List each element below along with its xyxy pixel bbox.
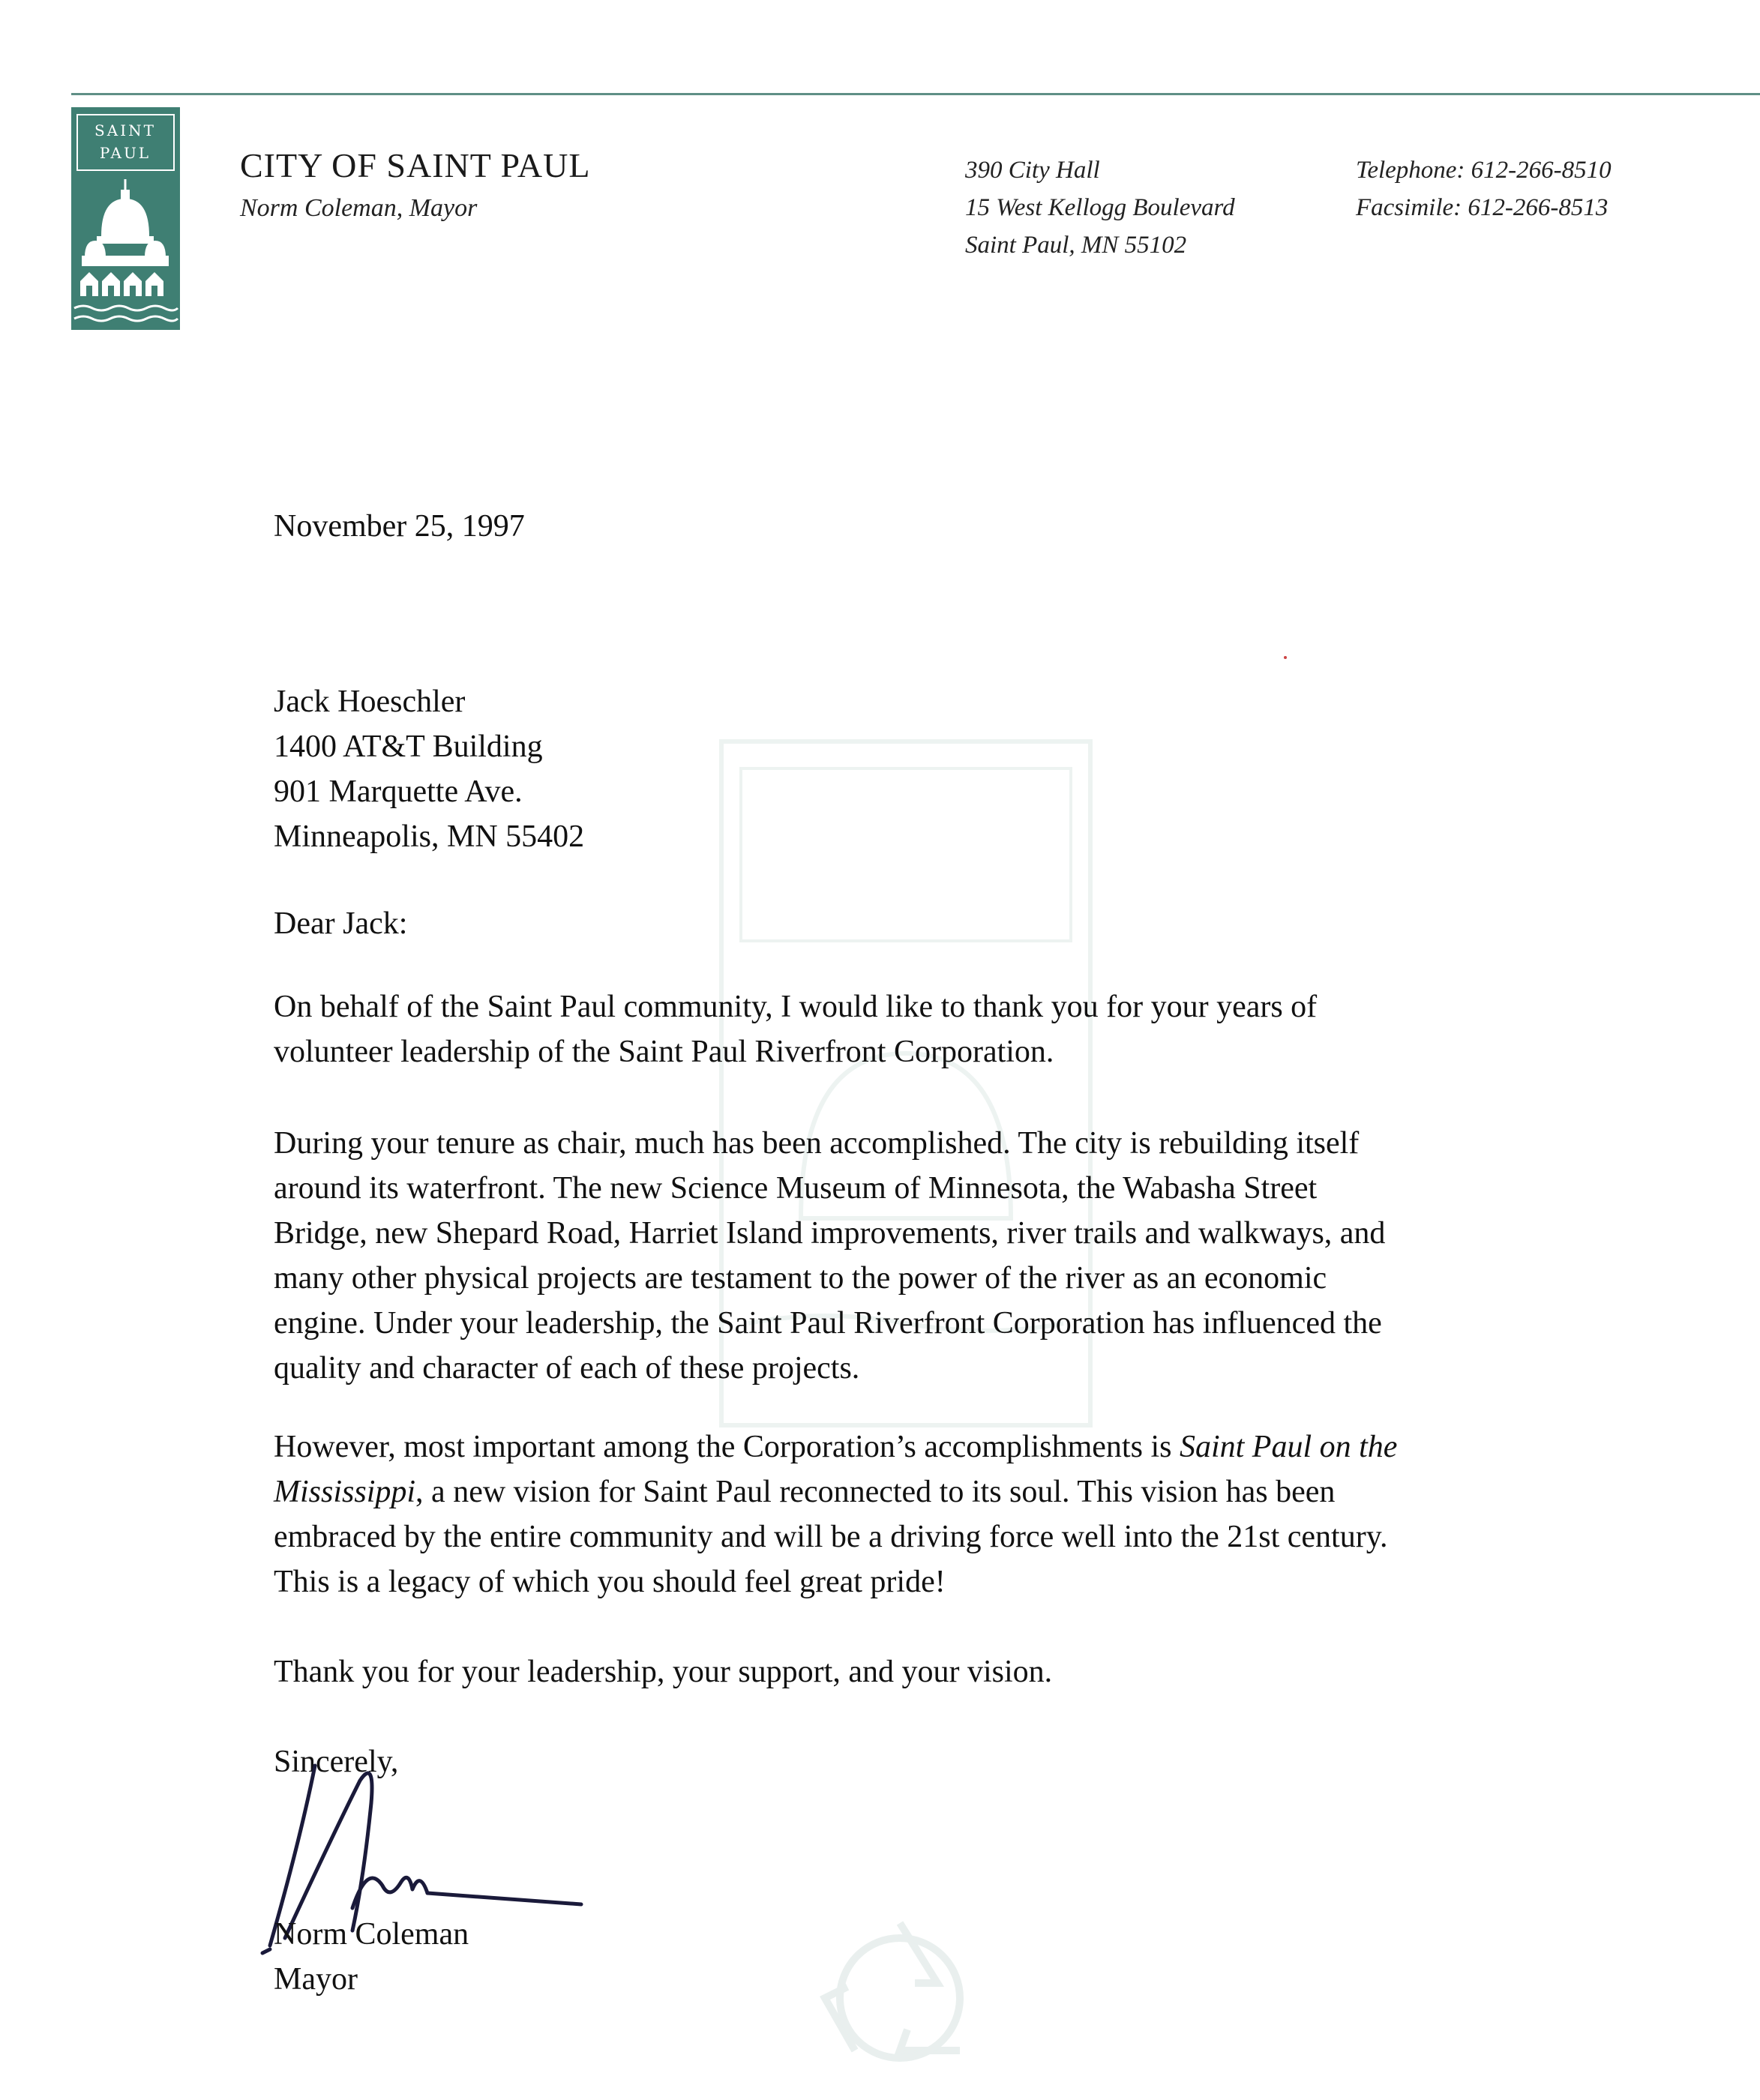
italic-title: Mississippi <box>274 1475 416 1509</box>
address-line: 390 City Hall <box>965 157 1100 184</box>
recycle-icon <box>810 1901 990 2081</box>
valediction: Sincerely, <box>274 1745 399 1779</box>
paragraph-line: Bridge, new Shepard Road, Harriet Island improvements, river trails and walkways, and <box>274 1216 1386 1251</box>
saint-paul-logo <box>71 107 180 330</box>
paragraph-line <box>274 1469 1684 1514</box>
letterhead-rule <box>71 93 1760 95</box>
italic-title: Saint Paul on the <box>1179 1430 1398 1464</box>
paragraph-1 <box>274 984 1684 1074</box>
paragraph-2 <box>274 1121 1684 1391</box>
letter-date: November 25, 1997 <box>274 509 525 544</box>
mayor-line: Norm Coleman, Mayor <box>240 193 478 222</box>
paragraph-line: On behalf of the Saint Paul community, I would like to thank you for your years of <box>274 990 1318 1024</box>
paragraph-line: This is a legacy of which you should feel great pride! <box>274 1565 946 1599</box>
telephone: Telephone: 612-266-8510 <box>1356 157 1612 184</box>
recipient-line: 901 Marquette Ave. <box>274 774 523 809</box>
paragraph-text: However, most important among the Corporation’s accomplishments is <box>274 1430 1180 1464</box>
address-line: Saint Paul, MN 55102 <box>965 232 1187 259</box>
paragraph-text: , a new vision for Saint Paul reconnected to its soul. This vision has been <box>415 1475 1336 1509</box>
paragraph-3 <box>274 1424 1684 1604</box>
signer-name: Norm Coleman <box>274 1917 469 1952</box>
recipient-line: Jack Hoeschler <box>274 685 466 719</box>
logo-text-saint: SAINT <box>94 121 156 139</box>
recipient-line: Minneapolis, MN 55402 <box>274 819 585 854</box>
paragraph-line <box>274 1424 1684 1469</box>
paragraph-line: quality and character of each of these projects. <box>274 1351 860 1386</box>
recipient-line: 1400 AT&T Building <box>274 729 543 764</box>
signer-title: Mayor <box>274 1962 358 1997</box>
paragraph-line: volunteer leadership of the Saint Paul Riverfront Corporation. <box>274 1035 1054 1069</box>
paragraph-line: around its waterfront. The new Science Museum of Minnesota, the Wabasha Street <box>274 1171 1318 1206</box>
salutation: Dear Jack: <box>274 906 408 941</box>
letterhead-contact <box>1356 151 1612 226</box>
facsimile: Facsimile: 612-266-8513 <box>1356 194 1609 221</box>
organization-name: CITY OF SAINT PAUL <box>240 146 591 184</box>
letterhead-organization <box>240 147 590 223</box>
letterhead-address <box>965 151 1235 264</box>
paragraph-line: many other physical projects are testament to the power of the river as an economic <box>274 1261 1327 1296</box>
paragraph-line: During your tenure as chair, much has been accomplished. The city is rebuilding itself <box>274 1126 1360 1161</box>
paragraph-line: engine. Under your leadership, the Saint Paul Riverfront Corporation has influenced the <box>274 1306 1382 1341</box>
paragraph-4: Thank you for your leadership, your support, and your vision. <box>274 1655 1053 1689</box>
paragraph-line: embraced by the entire community and will be a driving force well into the 21st century. <box>274 1520 1388 1554</box>
address-line: 15 West Kellogg Boulevard <box>965 194 1235 221</box>
logo-text-paul: PAUL <box>99 144 151 162</box>
recipient-address <box>274 679 584 859</box>
speck <box>1284 656 1287 659</box>
